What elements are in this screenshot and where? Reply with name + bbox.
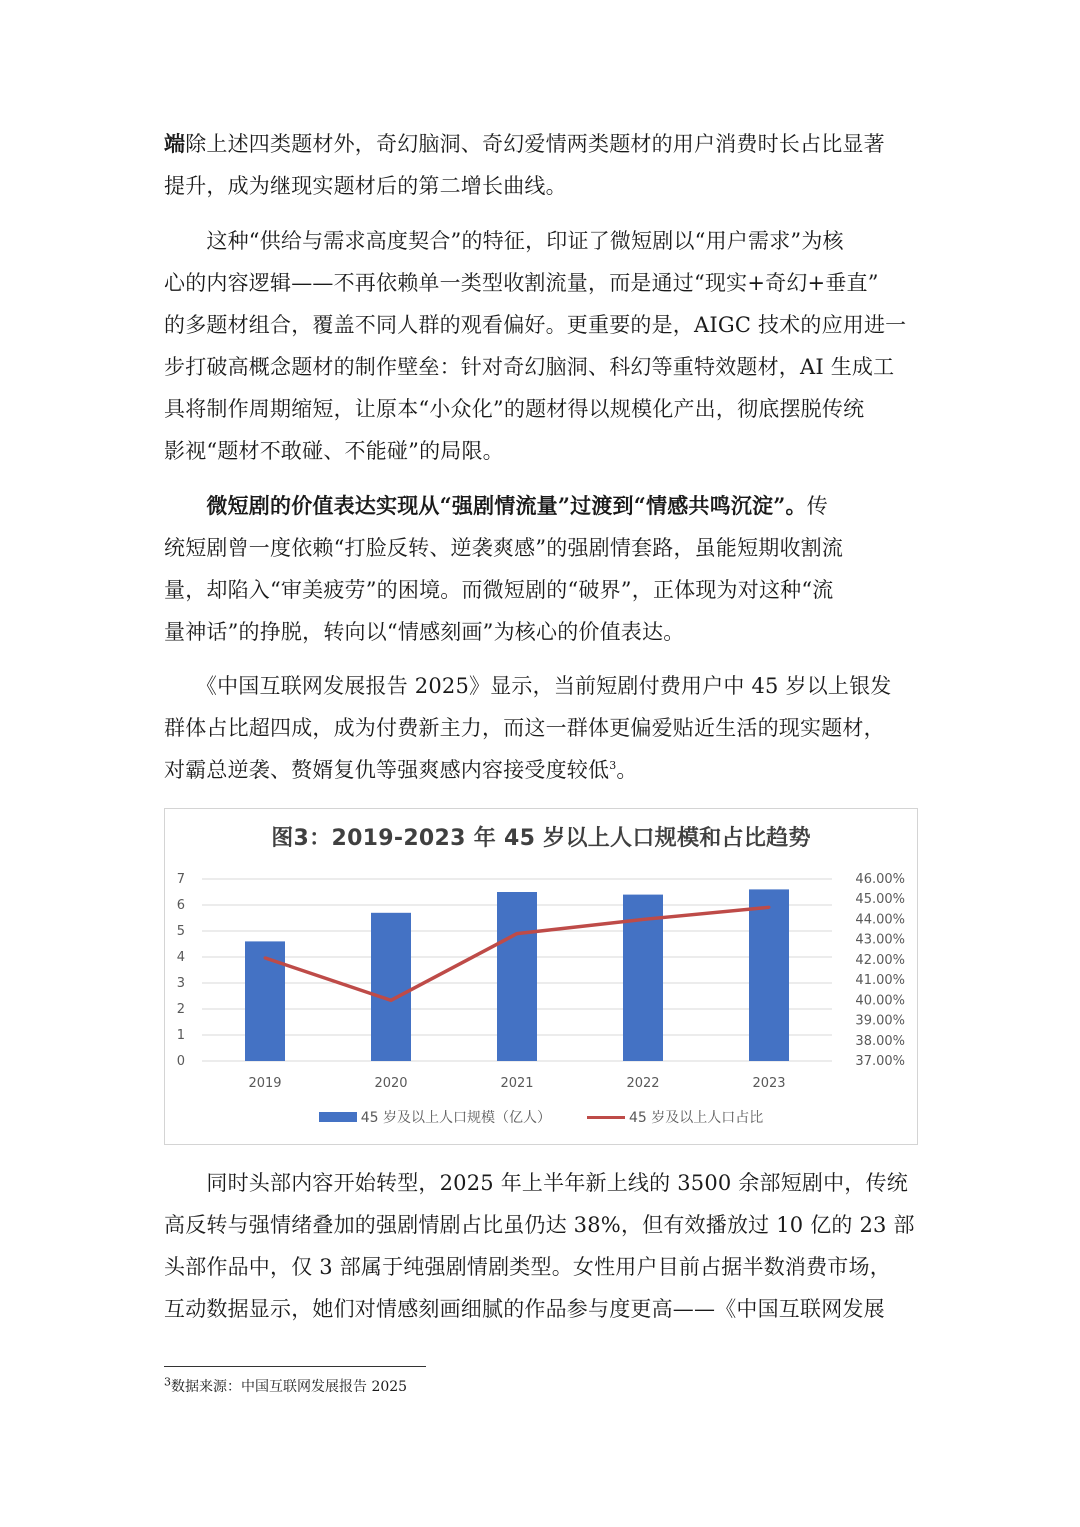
- text-line: 群体占比超四成，成为付费新主力，而这一群体更偏爱贴近生活的现实题材，: [164, 716, 885, 740]
- text-line: 《中国互联网发展报告 2025》显示，当前短剧付费用户中 45 岁以上银发: [164, 674, 892, 698]
- x-tick-label: 2022: [626, 1076, 660, 1091]
- legend-label-bar: 45 岁及以上人口规模（亿人）: [360, 1110, 551, 1126]
- text-line: 互动数据显示，她们对情感刻画细腻的作品参与度更高——《中国互联网发展: [164, 1297, 885, 1321]
- text-line: 同时头部内容开始转型，2025 年上半年新上线的 3500 余部短剧中，传统: [164, 1171, 908, 1195]
- y-left-tick-label: 6: [176, 898, 185, 913]
- y-right-tick-label: 46.00%: [855, 872, 905, 887]
- text-line: 统短剧曾一度依赖“打脸反转、逆袭爽感”的强剧情套路，虽能短期收割流: [164, 536, 844, 560]
- x-tick-label: 2023: [752, 1076, 786, 1091]
- legend-item-line: [587, 1107, 763, 1127]
- y-right-tick-label: 43.00%: [855, 932, 905, 948]
- y-right-tick-label: 38.00%: [855, 1033, 905, 1049]
- text-line: 的多题材组合，覆盖不同人群的观看偏好。更重要的是，AIGC 技术的应用进一: [164, 313, 907, 337]
- x-tick-label: 2019: [248, 1076, 282, 1091]
- y-right-tick-label: 42.00%: [855, 952, 905, 968]
- text-line: 头部作品中，仅 3 部属于纯强剧情剧类型。女性用户目前占据半数消费市场，: [164, 1255, 891, 1279]
- bold-heading-sentence: 微短剧的价值表达实现从“强剧情流量”过渡到“情感共鸣沉淀”。: [164, 493, 807, 518]
- x-tick-label: 2021: [500, 1076, 534, 1091]
- chart-svg: [165, 809, 917, 1144]
- y-right-tick-label: 37.00%: [855, 1054, 905, 1069]
- text-line: 影视“题材不敢碰、不能碰”的局限。: [164, 439, 504, 463]
- paragraph-4: [164, 665, 916, 791]
- text-line: 量，却陷入“审美疲劳”的困境。而微短剧的“破界”，正体现为对这种“流: [164, 578, 834, 602]
- line-point: [642, 918, 645, 921]
- text-line: 对霸总逆袭、赘婿复仇等强爽感内容接受度较低: [164, 758, 610, 782]
- line-point: [390, 999, 393, 1002]
- text-line: 提升，成为继现实题材后的第二增长曲线。: [164, 174, 567, 198]
- y-right-tick-label: 39.00%: [855, 1013, 905, 1029]
- bar: [371, 913, 411, 1061]
- text-line: 量神话”的挣脱，转向以“情感刻画”为核心的价值表达。: [164, 620, 685, 644]
- y-left-tick-label: 4: [176, 950, 185, 965]
- x-tick-label: 2020: [374, 1076, 408, 1091]
- text-line: 除上述四类题材外，奇幻脑洞、奇幻爱情两类题材的用户消费时长占比显著: [185, 132, 885, 156]
- y-right-tick-label: 44.00%: [855, 912, 905, 928]
- chart-title: 图3：2019-2023 年 45 岁以上人口规模和占比趋势: [271, 826, 811, 851]
- y-left-tick-label: 5: [176, 924, 185, 939]
- text-line: 步打破高概念题材的制作壁垒：针对奇幻脑洞、科幻等重特效题材，AI 生成工: [164, 355, 895, 379]
- y-left-tick-label: 7: [176, 872, 185, 887]
- y-left-tick-label: 0: [176, 1054, 185, 1069]
- text-line: 心的内容逻辑——不再依赖单一类型收割流量，而是通过“现实+奇幻+垂直”: [164, 271, 879, 295]
- footnote-mark: 3: [164, 1375, 171, 1389]
- bar: [497, 892, 537, 1061]
- paragraph-1: [164, 123, 916, 207]
- bold-lead-char: 端: [164, 131, 186, 156]
- text-line: 这种“供给与需求高度契合”的特征，印证了微短剧以“用户需求”为核: [164, 229, 844, 253]
- y-left-tick-label: 1: [176, 1028, 185, 1043]
- legend-bar-swatch: [319, 1112, 357, 1122]
- bar: [749, 889, 789, 1061]
- footnote: [164, 1376, 407, 1396]
- text-line-end: 。: [616, 758, 638, 782]
- text-line: 具将制作周期缩短，让原本“小众化”的题材得以规模化产出，彻底摆脱传统: [164, 397, 865, 421]
- chart-legend: [165, 1107, 917, 1127]
- legend-line-swatch: [587, 1116, 625, 1119]
- y-right-tick-label: 45.00%: [855, 892, 905, 908]
- chart-figure-3: [164, 808, 918, 1145]
- text-line: 高反转与强情绪叠加的强剧情剧占比虽仍达 38%，但有效播放过 10 亿的 23 部: [164, 1213, 915, 1237]
- y-right-tick-label: 41.00%: [855, 973, 905, 989]
- text-line: 传: [806, 494, 828, 518]
- line-point: [768, 906, 771, 909]
- footnote-reference[interactable]: 3: [609, 759, 617, 772]
- legend-item-bar: [319, 1107, 551, 1127]
- y-right-tick-label: 40.00%: [855, 993, 905, 1009]
- paragraph-5: [164, 1162, 916, 1330]
- y-left-tick-label: 2: [176, 1002, 185, 1017]
- y-left-tick-label: 3: [176, 976, 185, 991]
- legend-label-line: 45 岁及以上人口占比: [629, 1110, 764, 1126]
- paragraph-2: [164, 220, 916, 472]
- footnote-text: 数据来源：中国互联网发展报告 2025: [171, 1379, 408, 1395]
- line-point: [516, 932, 519, 935]
- paragraph-3: [164, 485, 916, 653]
- footnote-divider: [164, 1366, 426, 1367]
- line-point: [264, 956, 267, 959]
